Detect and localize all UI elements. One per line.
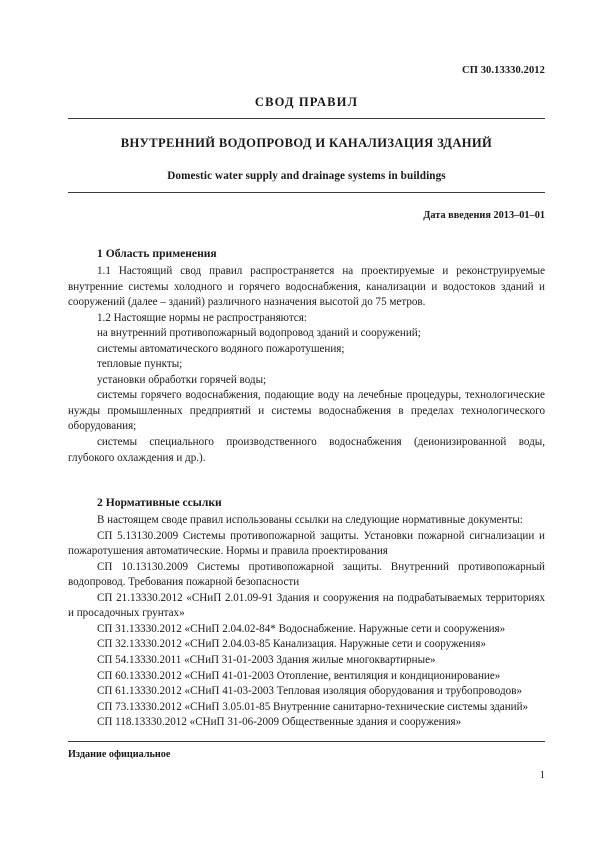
paragraph-1-2: 1.2 Настоящие нормы не распространяются: <box>97 311 307 324</box>
reference-item-3: СП 21.13330.2012 «СНиП 2.01.09-91 Здания и сооружения на подрабатываемых территориях и просадочных грунтах» <box>68 591 545 620</box>
reference-item-7: СП 60.13330.2012 «СНиП 41-01-2003 Отопление, вентиляция и кондиционирование» <box>97 669 501 682</box>
section-1-heading: 1 Область применения <box>97 247 217 260</box>
page-number: 1 <box>539 770 545 781</box>
reference-item-2: СП 10.13130.2009 Системы противопожарной защиты. Внутренний противопожарный водопровод. Требования пожарной безопасности <box>68 560 545 589</box>
footer-rule <box>68 741 545 742</box>
exclusion-item-1: на внутренний противопожарный водопровод зданий и сооружений; <box>97 327 421 340</box>
reference-item-8: СП 61.13330.2012 «СНиП 41-03-2003 Тепловая изоляция оборудования и трубопроводов» <box>97 685 522 698</box>
document-content <box>68 0 545 731</box>
reference-item-4: СП 31.13330.2012 «СНиП 2.04.02-84* Водоснабжение. Наружные сети и сооружения» <box>97 622 506 635</box>
exclusion-item-5: системы горячего водоснабжения, подающие воду на лечебные процедуры, технологические нужды промышленных предприятий и системы водоснабжения в пределах технологического оборудования; <box>68 389 545 433</box>
exclusion-item-2: системы автоматического водяного пожаротушения; <box>97 342 345 355</box>
section-2-heading: 2 Нормативные ссылки <box>97 496 222 510</box>
document-title-en: Domestic water supply and drainage systems in buildings <box>167 170 446 182</box>
reference-item-9: СП 73.13330.2012 «СНиП 3.05.01-85 Внутренние санитарно-технические системы зданий» <box>97 700 529 713</box>
document-kind: СВОД ПРАВИЛ <box>254 95 359 109</box>
reference-item-6: СП 54.13330.2011 «СНиП 31-01-2003 Здания жилые многоквартирные» <box>97 654 436 667</box>
exclusion-item-3: тепловые пункты; <box>97 358 183 371</box>
introduction-date: Дата введения 2013–01–01 <box>423 210 545 221</box>
exclusion-item-6: системы специального производственного водоснабжения (деионизированной воды, глубокого охлаждения и др.). <box>68 436 545 464</box>
reference-item-10: СП 118.13330.2012 «СНиП 31-06-2009 Общественные здания и сооружения» <box>97 716 462 729</box>
paragraph-1-1: 1.1 Настоящий свод правил распространяется на проектируемые и реконструируемые внутренние системы холодного и горячего водоснабжения, канализации и водостоков зданий и сооружений (далее – зданий) различного назначения высотой до 75 метров. <box>68 265 545 309</box>
reference-item-5: СП 32.13330.2012 «СНиП 2.04.03-85 Канализация. Наружные сети и сооружения» <box>97 638 487 651</box>
exclusion-item-4: установки обработки горячей воды; <box>97 373 267 386</box>
header-rule-top <box>68 118 545 119</box>
document-title-ru: ВНУТРЕННИЙ ВОДОПРОВОД И КАНАЛИЗАЦИЯ ЗДАНИЙ <box>120 136 493 150</box>
document-code: СП 30.13330.2012 <box>462 65 545 76</box>
section-2-intro: В настоящем своде правил использованы ссылки на следующие нормативные документы: <box>97 514 523 527</box>
edition-label: Издание официальное <box>68 749 171 760</box>
header-rule-bottom <box>68 192 545 193</box>
reference-item-1: СП 5.13130.2009 Системы противопожарной защиты. Установки пожарной сигнализации и пожаротушения автоматические. Нормы и правила проектирования <box>68 529 545 558</box>
page-footer <box>68 741 545 760</box>
